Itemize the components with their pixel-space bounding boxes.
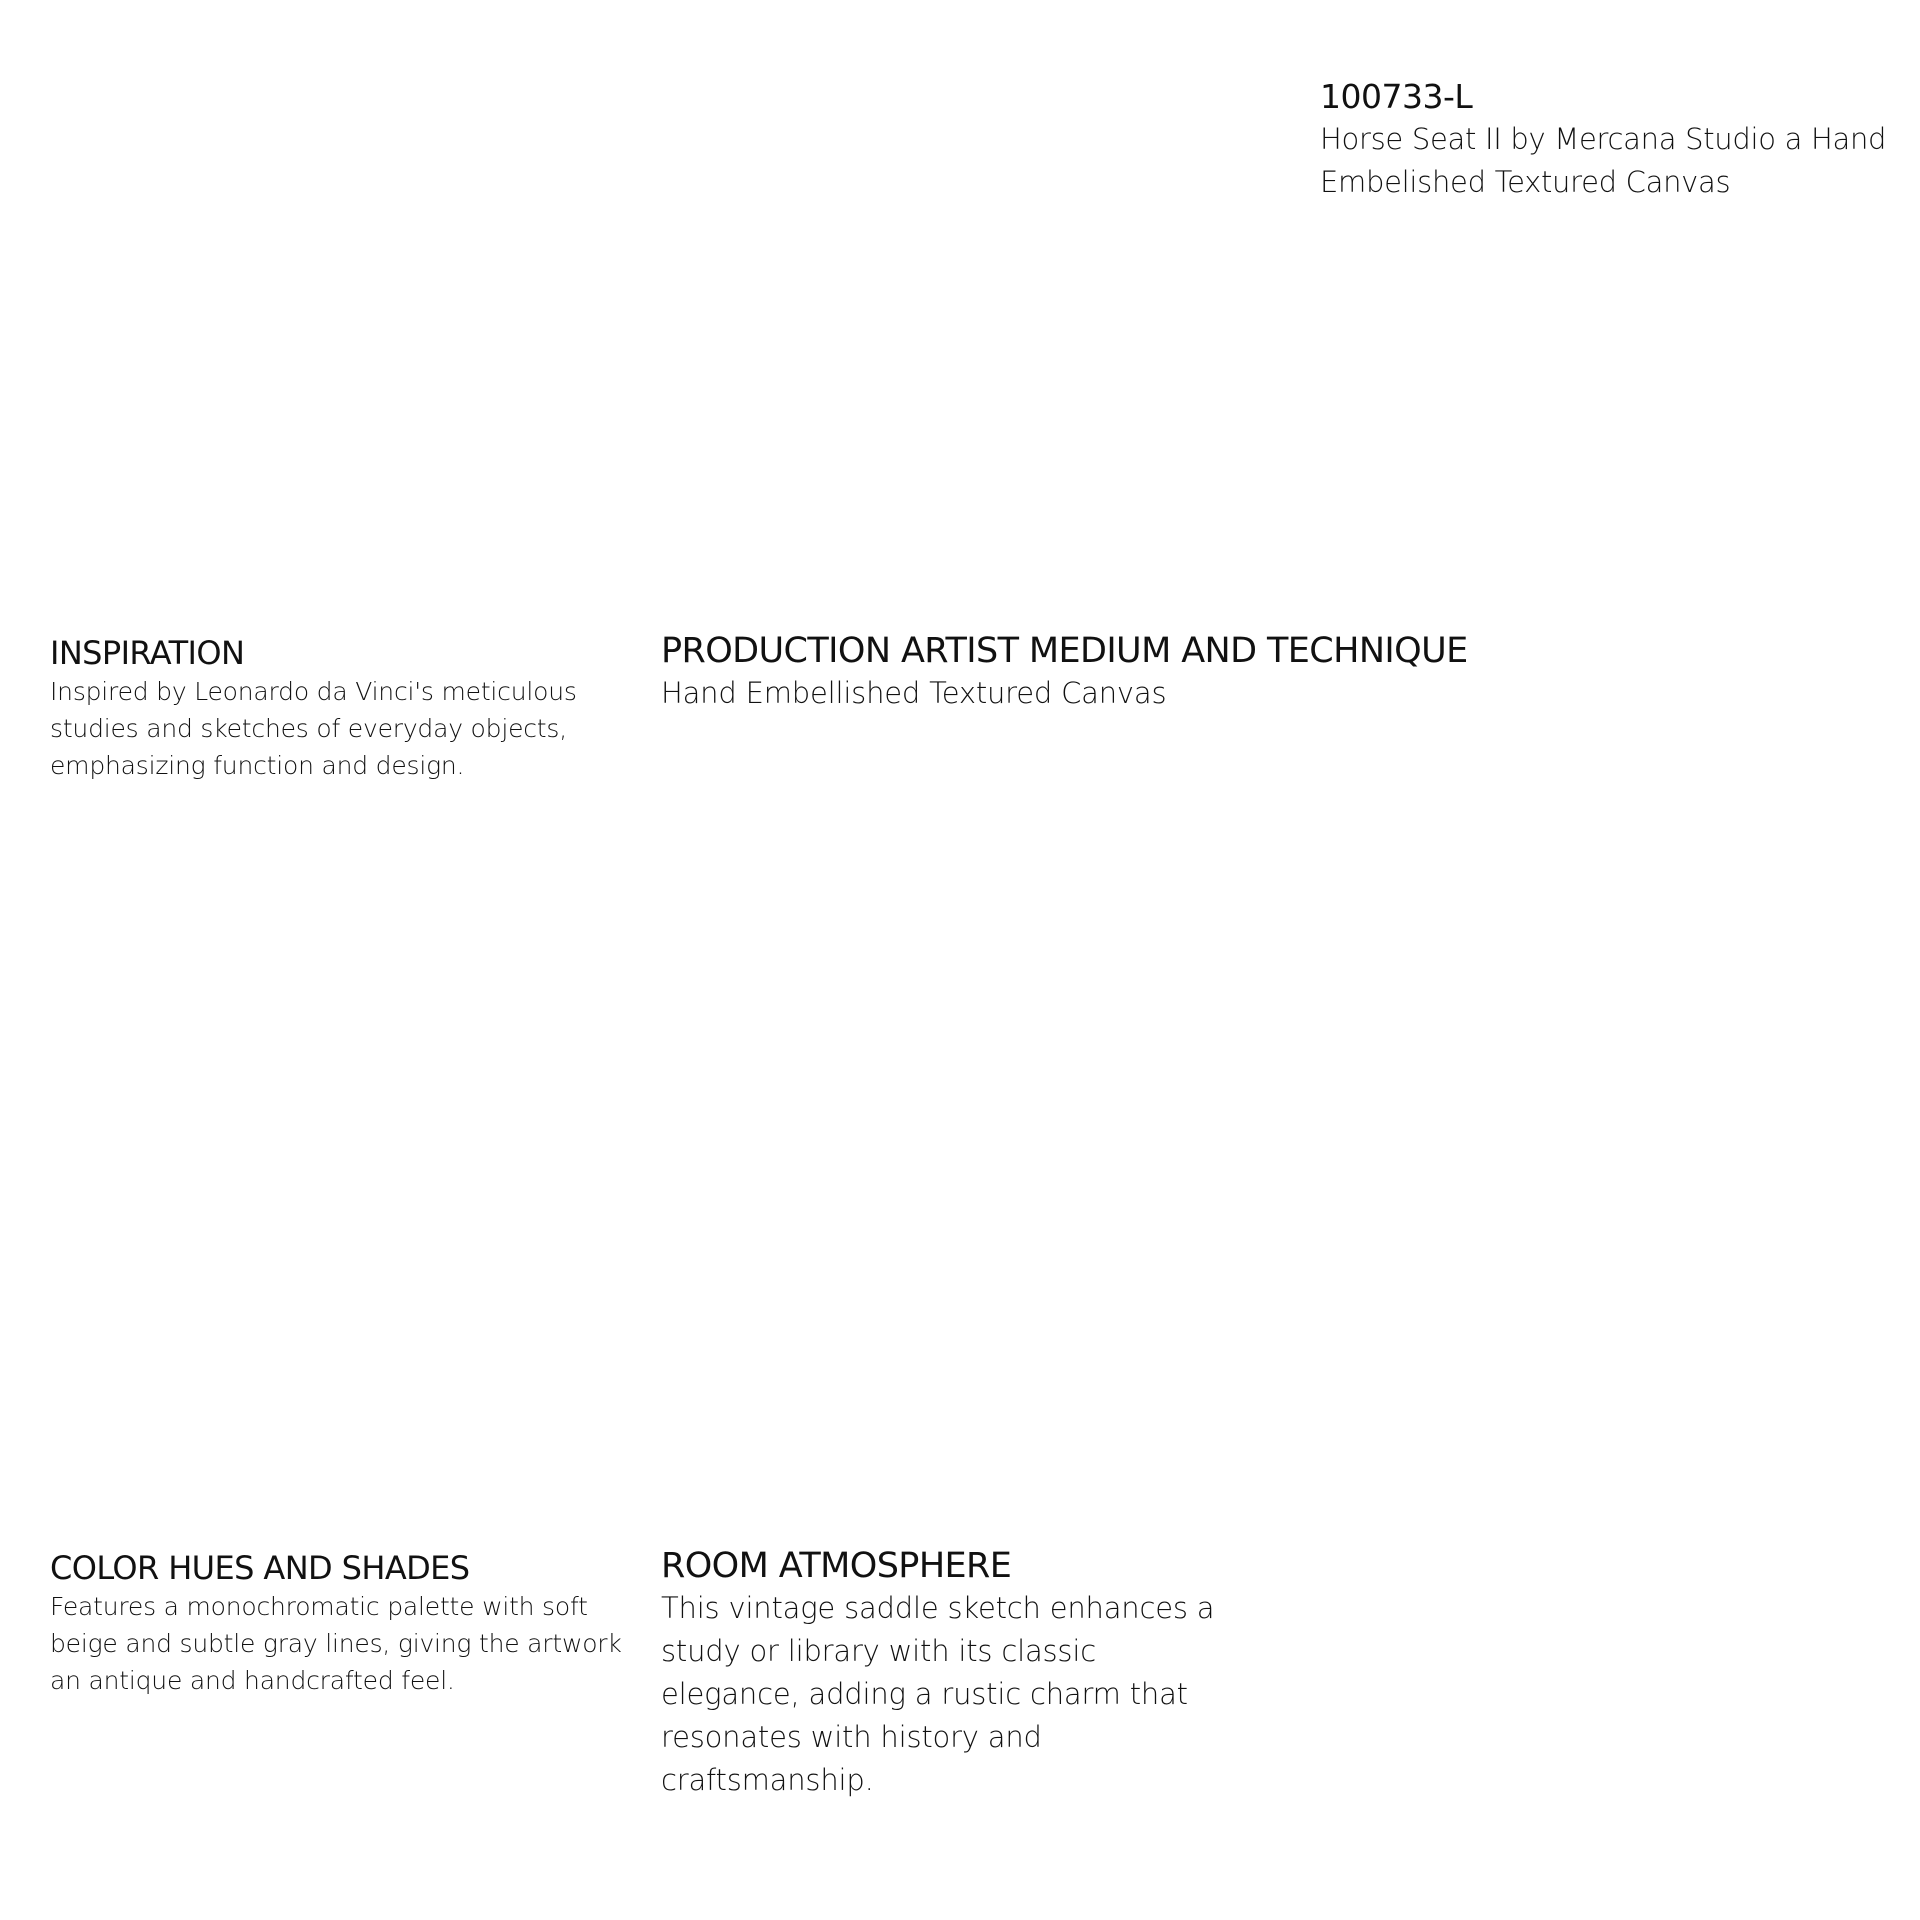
inspiration-text: Inspired by Leonardo da Vinci's meticulous studies and sketches of everyday objects, emphasizing function and design. [50,677,577,780]
product-title: Horse Seat II by Mercana Studio a Hand Embelished Textured Canvas [1320,122,1887,199]
product-sku: 100733-L [1320,77,1473,116]
medium-technique-text: Hand Embellished Textured Canvas [661,676,1167,710]
medium-technique-section [661,630,1761,715]
medium-technique-heading: PRODUCTION ARTIST MEDIUM AND TECHNIQUE [661,631,1468,671]
product-header [1320,76,1900,204]
color-hues-text: Features a monochromatic palette with soft beige and subtle gray lines, giving the artwork an antique and handcrafted feel. [50,1592,622,1695]
room-atmosphere-heading: ROOM ATMOSPHERE [661,1546,1012,1586]
color-hues-section [50,1548,650,1699]
room-atmosphere-section [661,1545,1241,1802]
color-hues-heading: COLOR HUES AND SHADES [50,1549,470,1587]
inspiration-heading: INSPIRATION [50,634,245,672]
inspiration-section [50,633,630,784]
room-atmosphere-text: This vintage saddle sketch enhances a study or library with its classic elegance, adding a rustic charm that resonates with history and craftsmanship. [661,1591,1215,1797]
